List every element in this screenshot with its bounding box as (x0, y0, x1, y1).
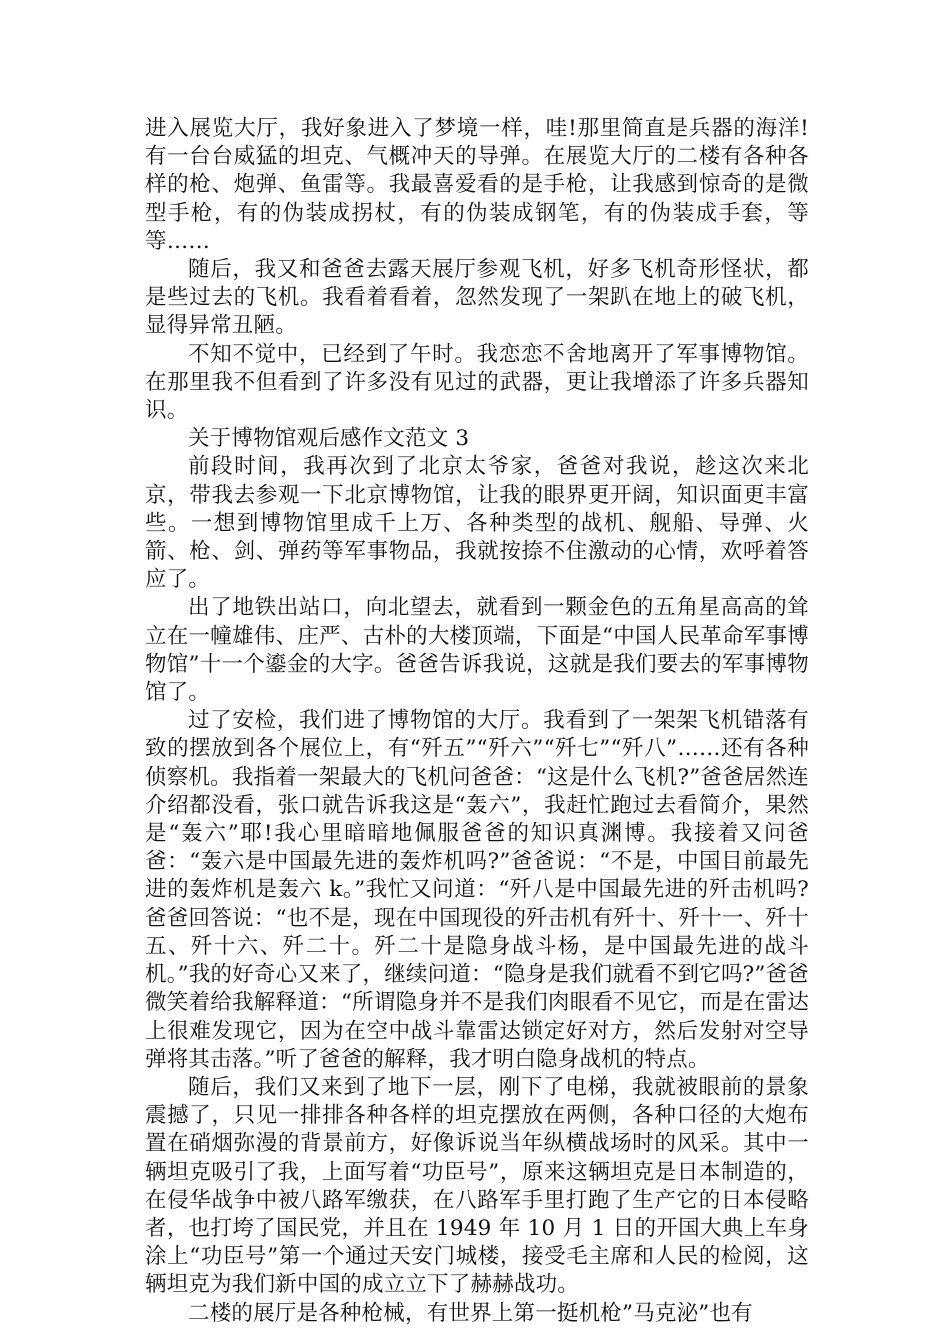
paragraph-3: 不知不觉中，已经到了午时。我恋恋不舍地离开了军事博物馆。在那里我不但看到了许多没有见过的武器，更让我增添了许多兵器知识。 (145, 341, 809, 424)
paragraph-4: 前段时间，我再次到了北京太爷家，爸爸对我说，趁这次来北京，带我去参观一下北京博物馆，让我的眼界更开阔，知识面更丰富些。一想到博物馆里成千上万、各种类型的战机、舰船、导弹、火箭、枪、剑、弹药等军事物品，我就按捺不住激动的心情，欢呼着答应了。 (145, 454, 809, 593)
paragraph-1: 进入展览大厅，我好象进入了梦境一样，哇!那里简直是兵器的海洋!有一台台威猛的坦克、气概冲天的导弹。在展览大厅的二楼有各种各样的枪、炮弹、鱼雷等。我最喜爱看的是手枪，让我感到惊奇的是微型手枪，有的伪装成拐杖，有的伪装成钢笔，有的伪装成手套，等等…… (145, 116, 809, 254)
paragraph-7: 随后，我们又来到了地下一层，刚下了电梯，我就被眼前的景象震撼了，只见一排排各种各样的坦克摆放在两侧，各种口径的大炮布置在硝烟弥漫的背景前方，好像诉说当年纵横战场时的风采。其中一辆坦克吸引了我，上面写着“功臣号”，原来这辆坦克是日本制造的，在侵华战争中被八路军缴获，在八路军手里打跑了生产它的日本侵略者，也打垮了国民党，并且在 1949 年 10 月 1 日的开国大典上车身涂上“功臣号”第一个通过天安门城楼，接受毛主席和人民的检阅，这辆坦克为我们新中国的成立立下了赫赫战功。 (145, 1074, 809, 1298)
paragraph-5: 出了地铁出站口，向北望去，就看到一颗金色的五角星高高的耸立在一幢雄伟、庄严、古朴的大楼顶端，下面是“中国人民革命军事博物馆”十一个鎏金的大字。爸爸告诉我说，这就是我们要去的军事博物馆了。 (145, 595, 809, 706)
paragraph-6: 过了安检，我们进了博物馆的大厅。我看到了一架架飞机错落有致的摆放到各个展位上，有“歼五”“歼六”“歼七”“歼八”……还有各种侦察机。我指着一架最大的飞机问爸爸：“这是什么飞机?”爸爸居然连介绍都没看，张口就告诉我这是“轰六”，我赶忙跑过去看简介，果然是“轰六”耶!我心里暗暗地佩服爸爸的知识真渊博。我接着又问爸爸：“轰六是中国最先进的轰炸机吗?”爸爸说：“不是，中国目前最先进的轰炸机是轰六 k。”我忙又问道：“歼八是中国最先进的歼击机吗?爸爸回答说：“也不是，现在中国现役的歼击机有歼十、歼十一、歼十五、歼十六、歼二十。歼二十是隐身战斗杨，是中国最先进的战斗机。”我的好奇心又来了，继续问道：“隐身是我们就看不到它吗?”爸爸微笑着给我解释道：“所谓隐身并不是我们肉眼看不见它，而是在雷达上很难发现它，因为在空中战斗靠雷达锁定好对方，然后发射对空导弹将其击落。”听了爸爸的解释，我才明白隐身战机的特点。 (145, 708, 809, 1072)
paragraph-2: 随后，我又和爸爸去露天展厅参观飞机，好多飞机奇形怪状，都是些过去的飞机。我看着看着，忽然发现了一架趴在地上的破飞机，显得异常丑陋。 (145, 257, 809, 339)
document-body (145, 115, 809, 1328)
section-heading: 关于博物馆观后感作文范文 3 (188, 426, 470, 452)
paragraph-8: 二楼的展厅是各种枪械，有世界上第一挺机枪”马克泌”也有 (188, 1300, 753, 1326)
